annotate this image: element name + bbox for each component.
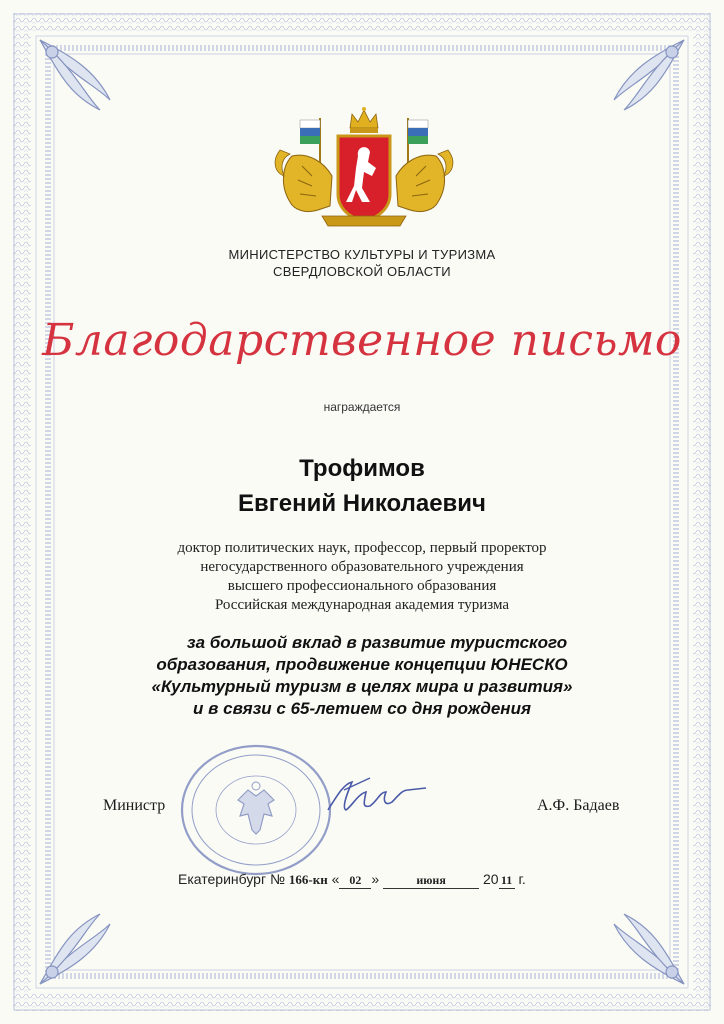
recipient-surname: Трофимов [299, 455, 425, 482]
number-sign: № [269, 871, 285, 887]
year-prefix: 20 [482, 871, 499, 887]
issue-day: 02 [339, 873, 371, 889]
year-unit: г. [518, 871, 526, 887]
ministry-line-2: СВЕРДЛОВСКОЙ ОБЛАСТИ [273, 264, 451, 279]
year-suffix: 11 [499, 873, 515, 889]
issue-month: июня [383, 873, 479, 889]
recipient-name [0, 451, 724, 521]
document-number: 166-кн [288, 872, 328, 887]
reason-line: и в связи с 65-летием со дня рождения [193, 699, 531, 718]
award-reason [0, 632, 724, 720]
position-line: негосударственного образовательного учреждения [200, 559, 524, 575]
recipient-given-names: Евгений Николаевич [237, 490, 486, 517]
reason-line: за большой вклад в развитие туристского [186, 633, 568, 652]
document-title: Благодарственное письмо [42, 315, 682, 366]
ministry-line-1: МИНИСТЕРСТВО КУЛЬТУРЫ И ТУРИЗМА [228, 247, 496, 262]
reason-line: «Культурный туризм в целях мира и развития» [151, 677, 573, 696]
awarded-label: награждается [323, 400, 401, 414]
position-line: Российская международная академия туризма [214, 597, 510, 613]
signatory-name: А.Ф. Бадаев [537, 797, 620, 814]
handwritten-signature-icon [322, 770, 432, 826]
signatory-role: Министр [103, 797, 166, 814]
recipient-position [0, 539, 724, 615]
official-seal-icon [176, 742, 336, 878]
issue-city: Екатеринбург [178, 871, 267, 887]
position-line: доктор политических наук, профессор, первый проректор [177, 540, 547, 556]
document-footer: Екатеринбург № 166-кн « 02 » июня 20 11 г. [178, 871, 526, 887]
position-line: высшего профессионального образования [227, 578, 497, 594]
reason-line: образования, продвижение концепции ЮНЕСКО [156, 655, 568, 674]
ministry-name [0, 246, 724, 280]
